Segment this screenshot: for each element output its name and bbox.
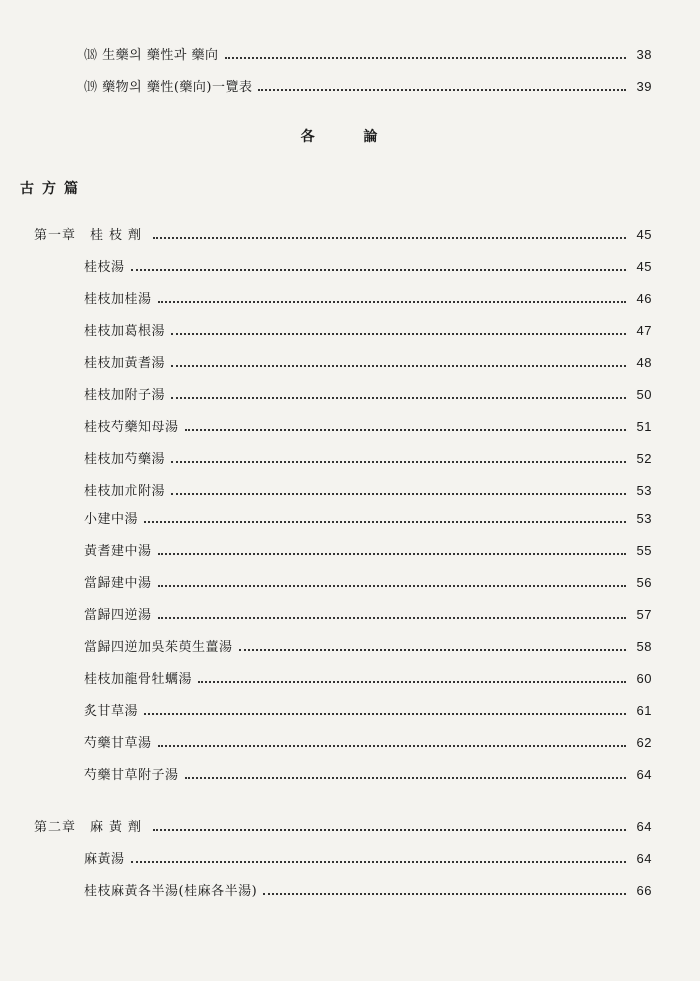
entry-label: ⒆ 藥物의 藥性(藥向)一覽表 [84, 80, 253, 95]
toc-entry [84, 352, 652, 371]
entry-label: 桂枝芍藥知母湯 [84, 420, 179, 435]
entry-label: 當歸四逆湯 [84, 608, 152, 623]
entry-page-number: 48 [636, 355, 652, 370]
dot-leader [144, 509, 626, 523]
dot-leader [153, 817, 626, 831]
chapter-title: 麻黃劑 [90, 820, 148, 835]
entry-page-number: 56 [636, 575, 652, 590]
chapter-page-number: 45 [636, 227, 652, 242]
entry-label: 桂枝麻黃各半湯(桂麻各半湯) [84, 884, 258, 899]
entry-label: 當歸四逆加吳茱萸生薑湯 [84, 640, 233, 655]
entry-label: 芍藥甘草湯 [84, 736, 152, 751]
entry-label: 當歸建中湯 [84, 576, 152, 591]
dot-leader [239, 637, 626, 651]
dot-leader [158, 573, 626, 587]
entry-page-number: 61 [636, 703, 652, 718]
dot-leader [198, 669, 626, 683]
toc-entry [84, 76, 652, 95]
toc-entry [84, 384, 652, 403]
entry-label: ⒅ 生藥의 藥性과 藥向 [84, 48, 219, 63]
dot-leader [131, 257, 626, 271]
toc-entry [84, 540, 652, 559]
entry-page-number: 66 [636, 883, 652, 898]
toc-entry [84, 256, 652, 275]
dot-leader [144, 701, 626, 715]
chapter-number: 第二章 [34, 820, 77, 835]
toc-entry [84, 764, 652, 783]
toc-entry [84, 480, 652, 499]
dot-leader [171, 385, 626, 399]
toc-entry [84, 880, 652, 899]
chapter-heading [34, 816, 652, 835]
dot-leader [225, 45, 626, 59]
entry-label: 桂枝加附子湯 [84, 388, 166, 403]
dot-leader [131, 849, 626, 863]
dot-leader [171, 449, 626, 463]
dot-leader [171, 353, 626, 367]
entry-label: 炙甘草湯 [84, 704, 139, 719]
entry-page-number: 57 [636, 607, 652, 622]
dot-leader [258, 77, 626, 91]
toc-entry [84, 448, 652, 467]
entry-page-number: 62 [636, 735, 652, 750]
dot-leader [185, 765, 626, 779]
toc-entry [84, 572, 652, 591]
entry-label: 小建中湯 [84, 512, 139, 527]
dot-leader [171, 321, 626, 335]
entry-page-number: 64 [636, 767, 652, 782]
toc-entry [84, 732, 652, 751]
entry-label: 桂枝加葛根湯 [84, 324, 166, 339]
chapter-page-number: 64 [636, 819, 652, 834]
dot-leader [158, 541, 626, 555]
entry-page-number: 53 [636, 511, 652, 526]
dot-leader [158, 289, 626, 303]
entry-page-number: 39 [636, 79, 652, 94]
entry-page-number: 38 [636, 47, 652, 62]
chapter-title: 桂枝劑 [90, 228, 148, 243]
entry-page-number: 60 [636, 671, 652, 686]
entry-label: 桂枝湯 [84, 260, 125, 275]
toc-entry [84, 416, 652, 435]
toc-entry [84, 604, 652, 623]
entry-label: 桂枝加朮附湯 [84, 484, 166, 499]
entry-label: 芍藥甘草附子湯 [84, 768, 179, 783]
entry-page-number: 47 [636, 323, 652, 338]
entry-label: 桂枝加龍骨牡蠣湯 [84, 672, 193, 687]
chapter-number: 第一章 [34, 228, 77, 243]
entry-page-number: 53 [636, 483, 652, 498]
toc-entry [84, 668, 652, 687]
dot-leader [185, 417, 626, 431]
section-title: 各 論 [300, 129, 400, 145]
toc-entry [84, 636, 652, 655]
toc-entry [84, 848, 652, 867]
entry-label: 桂枝加黃耆湯 [84, 356, 166, 371]
toc-entry [84, 44, 652, 63]
toc-entry [84, 700, 652, 719]
dot-leader [158, 605, 626, 619]
part-title: 古方篇 [20, 181, 86, 197]
dot-leader [263, 881, 626, 895]
toc-entry [84, 288, 652, 307]
entry-page-number: 52 [636, 451, 652, 466]
entry-page-number: 51 [636, 419, 652, 434]
entry-page-number: 46 [636, 291, 652, 306]
entry-page-number: 55 [636, 543, 652, 558]
entry-label: 黃耆建中湯 [84, 544, 152, 559]
dot-leader [171, 481, 626, 495]
entry-page-number: 45 [636, 259, 652, 274]
entry-page-number: 64 [636, 851, 652, 866]
entry-page-number: 50 [636, 387, 652, 402]
entry-label: 桂枝加桂湯 [84, 292, 152, 307]
entry-page-number: 58 [636, 639, 652, 654]
chapter-heading [34, 224, 652, 243]
toc-entry [84, 508, 652, 527]
toc-entry [84, 320, 652, 339]
dot-leader [153, 225, 626, 239]
entry-label: 麻黃湯 [84, 852, 125, 867]
dot-leader [158, 733, 626, 747]
entry-label: 桂枝加芍藥湯 [84, 452, 166, 467]
